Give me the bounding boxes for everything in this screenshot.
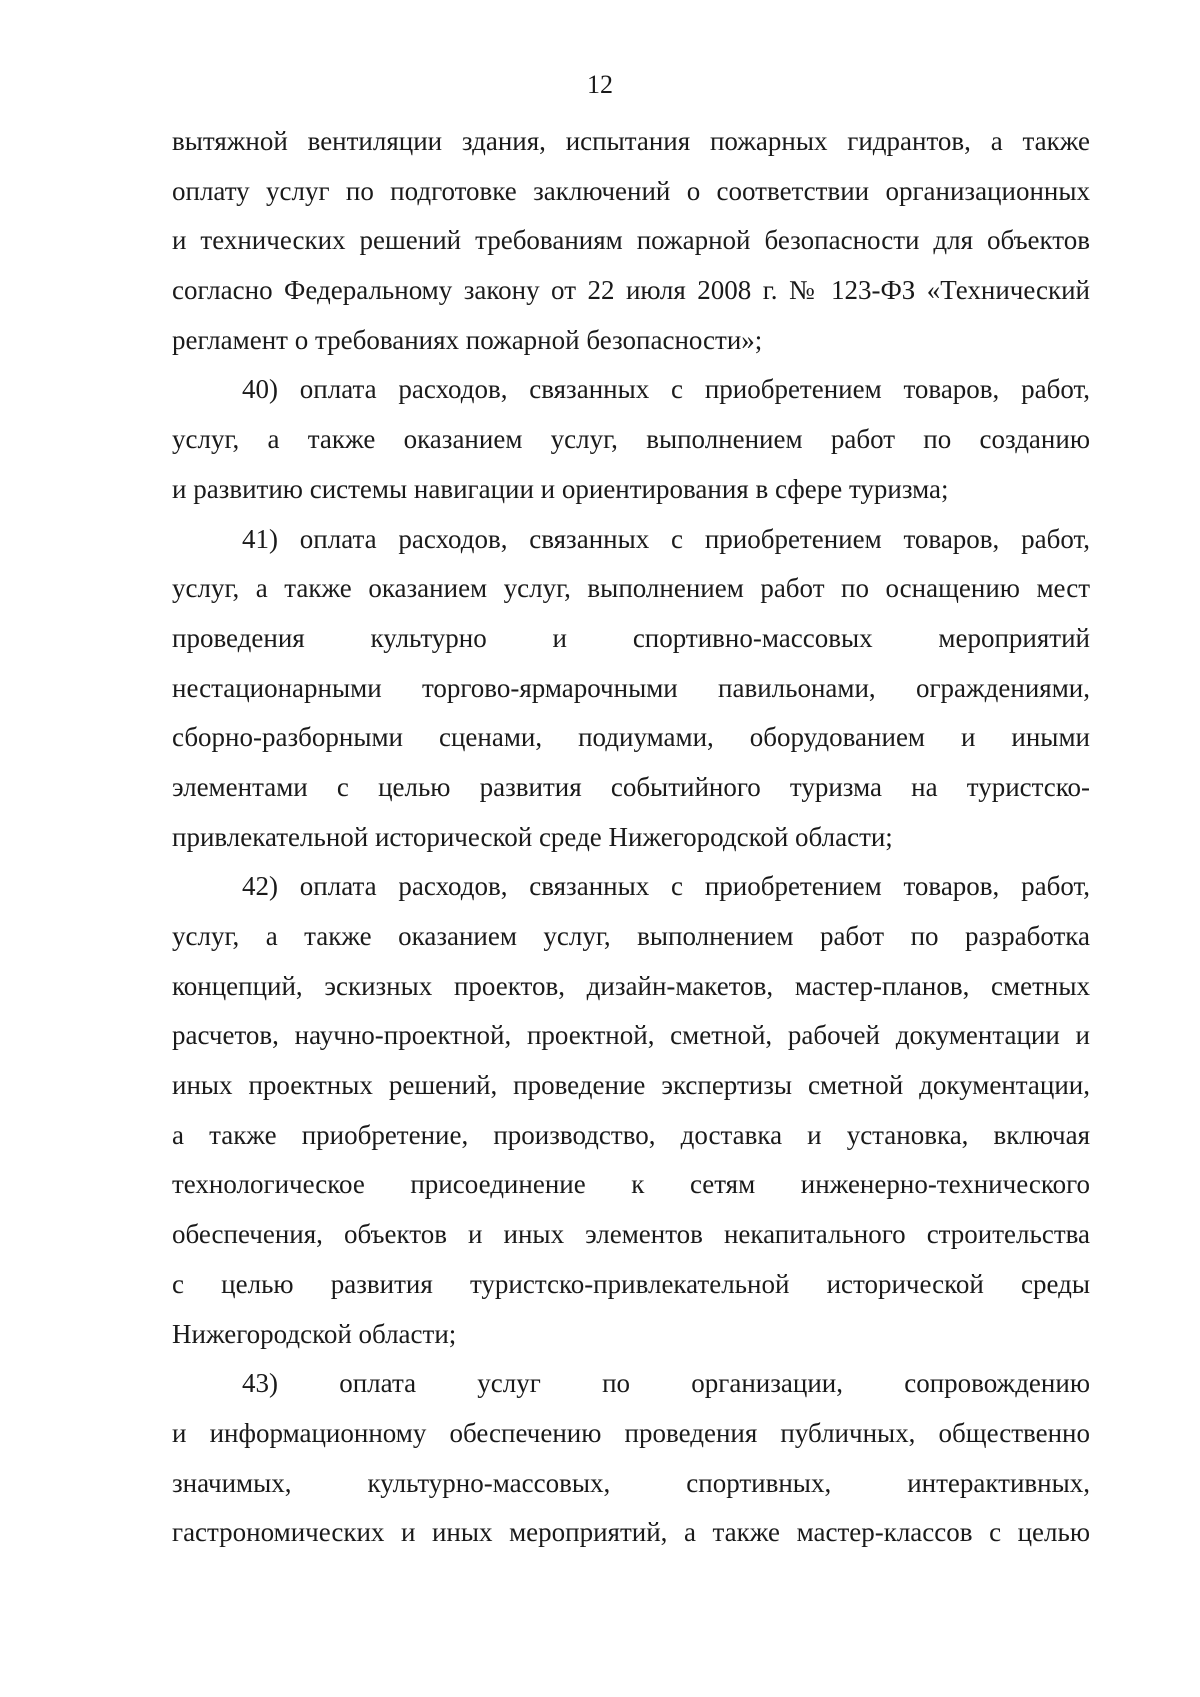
text-line: 41) оплата расходов, связанных с приобретением товаров, работ, [242, 523, 1090, 554]
page-number: 12 [587, 70, 613, 99]
text-line: и развитию системы навигации и ориентирования в сфере туризма; [172, 473, 949, 504]
text-line: услуг, а также оказанием услуг, выполнением работ по созданию [172, 424, 1090, 455]
text-line: сборно-разборными сценами, подиумами, оборудованием и иными [172, 722, 1090, 753]
text-line: проведения культурно и спортивно-массовых мероприятий [172, 622, 1090, 653]
text-line: с целью развития туристско-привлекательной исторической среды [172, 1268, 1090, 1299]
text-line: 43) оплата услуг по организации, сопровождению [242, 1368, 1090, 1399]
text-line: расчетов, научно-проектной, проектной, сметной, рабочей документации и [172, 1020, 1090, 1051]
document-body [172, 117, 1090, 1558]
text-line: Нижегородской области; [172, 1318, 457, 1349]
text-line: значимых, культурно-массовых, спортивных, интерактивных, [172, 1467, 1090, 1498]
text-line: иных проектных решений, проведение экспертизы сметной документации, [172, 1070, 1090, 1101]
text-line: 42) оплата расходов, связанных с приобретением товаров, работ, [242, 871, 1090, 902]
text-line: обеспечения, объектов и иных элементов некапитального строительства [172, 1219, 1090, 1250]
text-line: и информационному обеспечению проведения публичных, общественно [172, 1417, 1090, 1448]
text-line: согласно Федеральному закону от 22 июля 2008 г. № 123-ФЗ «Технический [172, 275, 1090, 306]
text-line: вытяжной вентиляции здания, испытания пожарных гидрантов, а также [172, 126, 1090, 156]
text-line: технологическое присоединение к сетям инженерно-технического [172, 1169, 1090, 1200]
text-line: и технических решений требованиям пожарной безопасности для объектов [172, 225, 1090, 256]
text-line: услуг, а также оказанием услуг, выполнением работ по разработка [172, 921, 1090, 951]
text-line: гастрономических и иных мероприятий, а также мастер-классов с целью [172, 1517, 1090, 1548]
text-line: концепций, эскизных проектов, дизайн-макетов, мастер-планов, сметных [172, 970, 1090, 1001]
text-line: а также приобретение, производство, доставка и установка, включая [172, 1119, 1090, 1150]
text-line: 40) оплата расходов, связанных с приобретением товаров, работ, [242, 374, 1090, 405]
text-line: регламент о требованиях пожарной безопасности»; [172, 324, 763, 355]
text-line: оплату услуг по подготовке заключений о соответствии организационных [172, 175, 1090, 206]
text-line: привлекательной исторической среде Нижегородской области; [172, 821, 893, 852]
text-line: элементами с целью развития событийного туризма на туристско- [172, 771, 1090, 802]
text-line: нестационарными торгово-ярмарочными павильонами, ограждениями, [172, 672, 1090, 703]
text-line: услуг, а также оказанием услуг, выполнением работ по оснащению мест [172, 573, 1090, 604]
